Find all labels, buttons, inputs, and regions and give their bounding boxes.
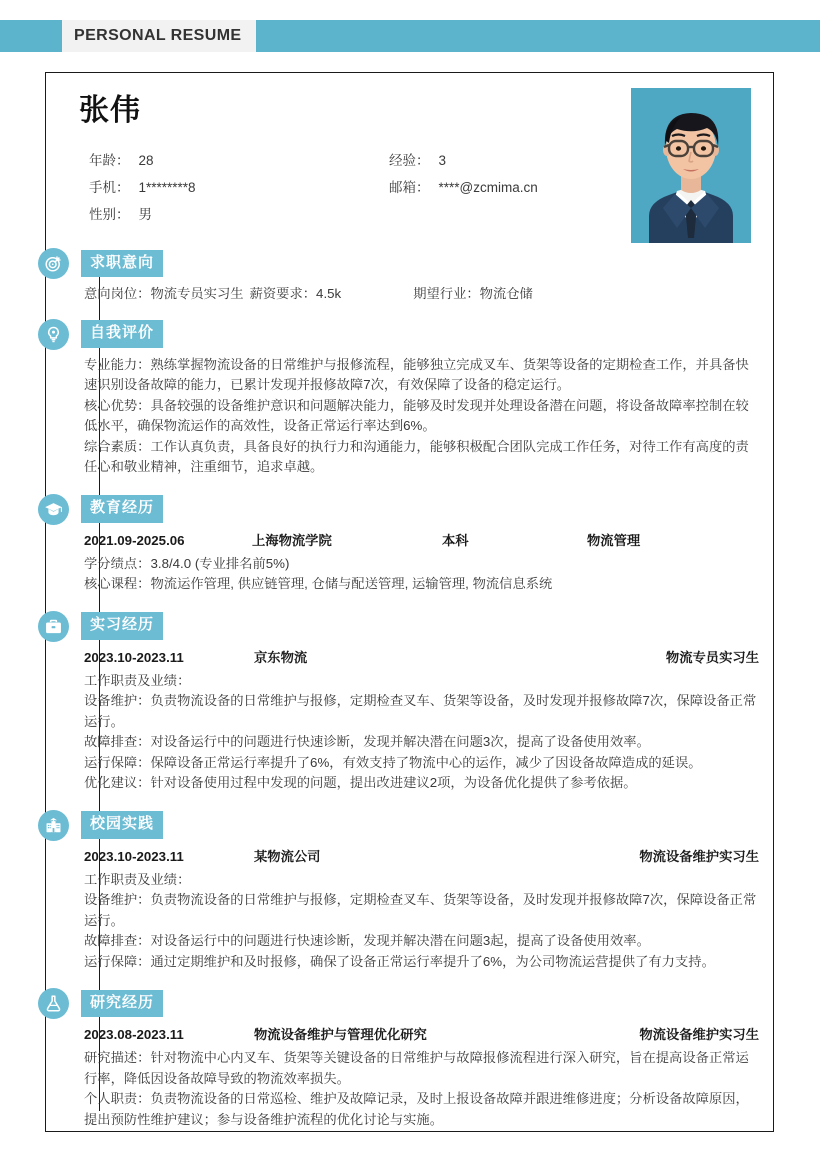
intent-salary bbox=[250, 284, 342, 305]
profile-field-gender bbox=[89, 203, 389, 223]
profile-info-grid bbox=[89, 145, 609, 226]
profile-field-email bbox=[389, 176, 538, 196]
education-courses-value: 物流运作管理, 供应链管理, 仓储与配送管理, 运输管理, 物流信息系统 bbox=[150, 576, 553, 591]
self-eval-paragraph: 核心优势：具备较强的设备维护意识和问题解决能力，能够及时发现并处理设备潜在问题，将设备故障率控制在较低水平，确保物流运作的高效性，设备正常运行率达到6%。 bbox=[84, 397, 749, 433]
campus-date: 2023.10-2023.11 bbox=[84, 848, 184, 864]
lightbulb-icon bbox=[38, 319, 69, 350]
section-education bbox=[46, 494, 773, 595]
self-eval-paragraph: 专业能力：熟练掌握物流设备的日常维护与报修流程，能够独立完成叉车、货架等设备的定期检查工作，并具备快速识别设备故障的能力，已累计发现并报修故障7次，有效保障了设备的稳定运行。 bbox=[84, 356, 749, 392]
education-school: 上海物流学院 bbox=[252, 532, 332, 548]
education-courses bbox=[84, 574, 759, 595]
education-entry-header bbox=[84, 530, 759, 552]
target-icon bbox=[38, 248, 69, 279]
education-gpa-value: 3.8/4.0 (专业排名前5%) bbox=[150, 555, 290, 571]
internship-bullet: 设备维护：负责物流设备的日常维护与报修，定期检查叉车、货架等设备，及时发现并报修故障7次，保障设备正常运行。 bbox=[84, 693, 757, 729]
intent-position-value: 物流专员实习生 bbox=[150, 286, 244, 301]
internship-bullet: 优化建议：针对设备使用过程中发现的问题，提出改进建议2项，为设备优化提供了参考依据。 bbox=[84, 775, 637, 790]
internship-date: 2023.10-2023.11 bbox=[84, 649, 184, 665]
profile-field-age bbox=[89, 149, 389, 169]
field-value: 1********8 bbox=[138, 179, 196, 195]
research-role: 物流设备维护实习生 bbox=[639, 1027, 759, 1042]
resume-card bbox=[45, 72, 774, 1132]
section-title: 教育经历 bbox=[81, 495, 163, 522]
profile-field-experience bbox=[389, 149, 446, 169]
campus-role: 物流设备维护实习生 bbox=[639, 848, 759, 864]
intent-industry-value: 物流仓储 bbox=[479, 286, 533, 301]
internship-entry-header bbox=[84, 647, 759, 669]
internship-company: 京东物流 bbox=[254, 649, 308, 665]
section-title: 校园实践 bbox=[81, 811, 163, 838]
section-self-evaluation bbox=[46, 319, 773, 478]
section-body bbox=[46, 355, 773, 478]
research-entry-header bbox=[84, 1024, 759, 1046]
campus-bullet: 故障排查：对设备运行中的问题进行快速诊断，发现并解决潜在问题3起，提高了设备使用效率。 bbox=[84, 933, 650, 948]
profile-field-phone bbox=[89, 176, 389, 196]
field-label: 手机： bbox=[89, 179, 130, 195]
research-paragraph: 个人职责：负责物流设备的日常巡检、维护及故障记录，及时上报设备故障并跟进维修进度；分析设备故障原因，提出预防性维护建议；参与设备维护流程的优化讨论与实施。 bbox=[84, 1091, 749, 1127]
education-major: 物流管理 bbox=[587, 532, 641, 548]
field-value: 男 bbox=[138, 206, 152, 222]
flask-icon bbox=[38, 988, 69, 1019]
self-eval-paragraph: 综合素质：工作认真负责，具备良好的执行力和沟通能力，能够积极配合团队完成工作任务，对待工作有高度的责任心和敬业精神，注重细节，追求卓越。 bbox=[84, 438, 749, 474]
research-topic: 物流设备维护与管理优化研究 bbox=[254, 1027, 427, 1042]
banner-title-container bbox=[62, 20, 256, 52]
graduation-cap-icon bbox=[38, 494, 69, 525]
profile-info-row bbox=[89, 199, 609, 226]
education-gpa-label: 学分绩点： bbox=[84, 555, 151, 571]
section-header bbox=[46, 494, 773, 525]
section-header bbox=[46, 611, 773, 642]
profile-info-row bbox=[89, 145, 609, 172]
section-job-intent bbox=[46, 248, 773, 305]
field-label: 性别： bbox=[89, 206, 130, 222]
intent-position-label: 意向岗位： bbox=[84, 286, 151, 301]
research-paragraph: 研究描述：针对物流中心内叉车、货架等关键设备的日常维护与故障报修流程进行深入研究，旨在提高设备正常运行率，降低因设备故障导致的物流效率损失。 bbox=[84, 1050, 749, 1086]
page-title: PERSONAL RESUME bbox=[74, 27, 242, 44]
intent-industry-label: 期望行业： bbox=[413, 286, 480, 301]
research-date: 2023.08-2023.11 bbox=[84, 1027, 184, 1042]
campus-subtitle: 工作职责及业绩： bbox=[84, 871, 191, 887]
section-internship bbox=[46, 611, 773, 794]
section-body bbox=[46, 530, 773, 595]
page-banner bbox=[0, 20, 820, 52]
education-date: 2021.09-2025.06 bbox=[84, 532, 185, 548]
section-title: 自我评价 bbox=[81, 320, 163, 347]
section-header bbox=[46, 248, 773, 279]
section-body bbox=[46, 284, 773, 305]
field-value: 3 bbox=[438, 152, 447, 168]
section-title: 实习经历 bbox=[81, 612, 163, 639]
section-body bbox=[46, 1024, 773, 1130]
candidate-name: 张伟 bbox=[79, 94, 141, 127]
banner-accent-fill bbox=[256, 20, 820, 52]
intent-industry bbox=[413, 284, 533, 305]
banner-accent-tab bbox=[0, 20, 62, 52]
section-title: 求职意向 bbox=[81, 250, 163, 277]
internship-bullet: 运行保障：保障设备正常运行率提升了6%，有效支持了物流中心的运作，减少了因设备故障造成的延误。 bbox=[84, 754, 702, 770]
field-value: ****@zcmima.cn bbox=[438, 179, 538, 195]
internship-role: 物流专员实习生 bbox=[665, 649, 759, 665]
campus-company: 某物流公司 bbox=[254, 848, 321, 864]
section-title: 研究经历 bbox=[81, 990, 163, 1017]
field-label: 经验： bbox=[389, 152, 430, 168]
section-body bbox=[46, 647, 773, 794]
intent-position bbox=[84, 284, 244, 305]
intent-salary-value: 4.5k bbox=[316, 286, 342, 301]
education-courses-label: 核心课程： bbox=[84, 576, 151, 591]
section-campus-practice bbox=[46, 810, 773, 973]
field-label: 邮箱： bbox=[389, 179, 430, 195]
job-intent-row bbox=[84, 284, 759, 305]
education-degree: 本科 bbox=[442, 532, 469, 548]
section-header bbox=[46, 810, 773, 841]
profile-info-row bbox=[89, 172, 609, 199]
section-body bbox=[46, 846, 773, 973]
education-gpa bbox=[84, 554, 759, 575]
avatar bbox=[631, 88, 751, 243]
campus-entry-header bbox=[84, 846, 759, 868]
section-header bbox=[46, 319, 773, 350]
internship-subtitle: 工作职责及业绩： bbox=[84, 672, 191, 688]
school-building-icon bbox=[38, 810, 69, 841]
profile-header bbox=[46, 73, 773, 248]
field-value: 28 bbox=[138, 152, 154, 168]
intent-salary-label: 薪资要求： bbox=[249, 286, 317, 301]
section-header bbox=[46, 988, 773, 1019]
section-research bbox=[46, 988, 773, 1130]
field-label: 年龄： bbox=[89, 152, 130, 168]
briefcase-icon bbox=[38, 611, 69, 642]
campus-bullet: 设备维护：负责物流设备的日常维护与报修，定期检查叉车、货架等设备，及时发现并报修故障7次，保障设备正常运行。 bbox=[84, 892, 757, 928]
internship-bullet: 故障排查：对设备运行中的问题进行快速诊断，发现并解决潜在问题3次，提高了设备使用效率。 bbox=[84, 734, 650, 749]
campus-bullet: 运行保障：通过定期维护和及时报修，确保了设备正常运行率提升了6%，为公司物流运营提供了有力支持。 bbox=[84, 953, 715, 969]
